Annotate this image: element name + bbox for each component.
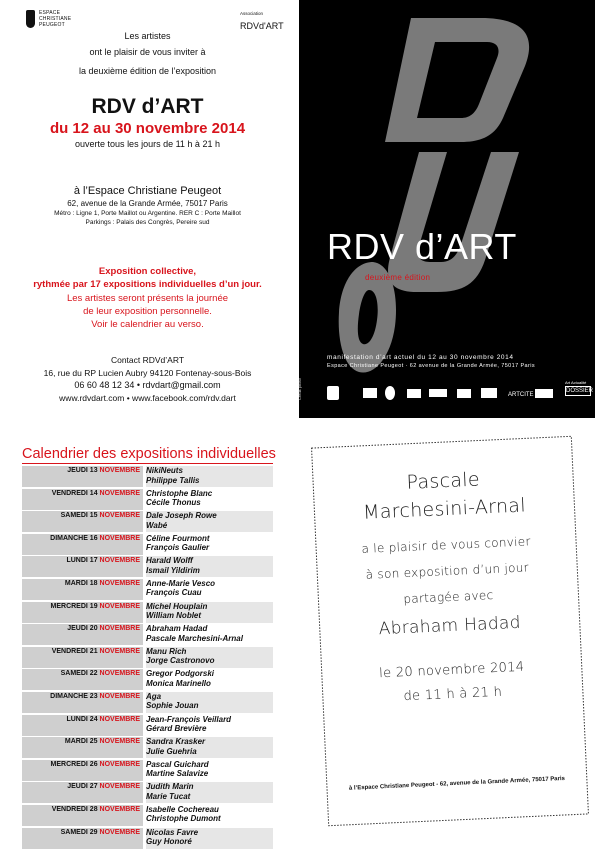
logo-line: CHRISTIANE bbox=[39, 16, 72, 22]
espace-peugeot-logo bbox=[26, 10, 71, 28]
calendar-month-label: NOVEMBRE bbox=[99, 557, 140, 565]
logo-line: PEUGEOT bbox=[39, 22, 65, 28]
calendar-artist-name: Pascale Marchesini-Arnal bbox=[146, 633, 243, 643]
calendar-artist-name: Gérard Brevière bbox=[146, 724, 207, 734]
calendar-day-label: JEUDI 27 bbox=[67, 783, 98, 791]
calendar-artist-name: Sandra Krasker bbox=[146, 737, 206, 747]
intro-line: Les artistes bbox=[124, 31, 171, 41]
venue-metro: Métro : Ligne 1, Porte Maillot ou Argentine. RER C : Porte Maillot bbox=[54, 210, 241, 217]
contact-phone-email[interactable]: 06 60 48 12 34 • rdvdart@gmail.com bbox=[74, 380, 221, 390]
collective-line: Voir le calendrier au verso. bbox=[91, 319, 204, 330]
calendar-day bbox=[22, 602, 143, 623]
calendar-day bbox=[22, 692, 143, 713]
calendar-day-label: SAMEDI 22 bbox=[60, 670, 98, 678]
collective-bold-line: Exposition collective, bbox=[98, 266, 197, 277]
calendar-artists bbox=[146, 602, 273, 623]
sponsor-logo-icon bbox=[407, 389, 421, 398]
venue-address: 62, avenue de la Grande Armée, 75017 Paris bbox=[67, 199, 228, 208]
venue-parking: Parkings : Palais des Congrès, Pereire sud bbox=[85, 219, 210, 226]
calendar-artist-name: Martine Salavize bbox=[146, 769, 209, 779]
handwritten-card bbox=[309, 434, 590, 828]
calendar-row bbox=[22, 737, 273, 758]
calendar-artist-name: Cécile Thonus bbox=[146, 498, 201, 508]
calendar-artists bbox=[146, 579, 273, 600]
sponsor-logo-icon bbox=[363, 388, 377, 398]
calendar-row bbox=[22, 669, 273, 690]
logo-line: ESPACE bbox=[39, 10, 61, 16]
calendar-artist-name: Pascal Guichard bbox=[146, 759, 209, 769]
calendar-artist-name: Julie Guehria bbox=[146, 746, 197, 756]
calendar-artist-name: Manu Rich bbox=[146, 646, 187, 656]
calendar-row bbox=[22, 556, 273, 577]
calendar-month-label: NOVEMBRE bbox=[99, 760, 140, 768]
poster-title: RDV d’ART bbox=[327, 226, 517, 267]
calendar-day-label: JEUDI 20 bbox=[67, 625, 98, 633]
sponsor-artcite: ARTCITE bbox=[508, 392, 534, 398]
calendar-row bbox=[22, 647, 273, 668]
calendar-artists bbox=[146, 647, 273, 668]
calendar-artist-name: Marie Tucat bbox=[146, 791, 191, 801]
calendar-artist-name: Aga bbox=[146, 691, 162, 701]
calendar-row bbox=[22, 782, 273, 803]
calendar-month-label: NOVEMBRE bbox=[99, 828, 140, 836]
sponsor-logo-icon bbox=[481, 388, 497, 398]
calendar-divider bbox=[22, 463, 273, 464]
calendar-artist-name: Judith Marin bbox=[146, 782, 194, 792]
calendar-artist-name: Dale Joseph Rowe bbox=[146, 511, 217, 521]
poster-manifestation-line: manifestation d’art actuel du 12 au 30 novembre 2014 bbox=[327, 354, 514, 361]
calendar-artist-name: NikiNeuts bbox=[146, 466, 183, 475]
calendar-day-label: SAMEDI 29 bbox=[60, 828, 98, 836]
card-footer-address: à l’Espace Christiane Peugeot - 62, avenue de la Grande Armée, 75017 Paris bbox=[348, 775, 566, 792]
logo-brand: RDVd'ART bbox=[240, 21, 284, 31]
card-hours: de 11 h à 21 h bbox=[403, 684, 503, 705]
card-name-first: Pascale bbox=[406, 468, 481, 494]
calendar-day bbox=[22, 828, 143, 849]
calendar-artists bbox=[146, 511, 273, 532]
calendar-day bbox=[22, 556, 143, 577]
calendar-day-label: LUNDI 17 bbox=[66, 557, 98, 565]
collective-bold-line: rythmée par 17 expositions individuelles d’un jour. bbox=[33, 279, 262, 290]
calendar-artist-name: Wabé bbox=[146, 520, 168, 530]
calendar-month-label: NOVEMBRE bbox=[99, 625, 140, 633]
calendar-day-label: VENDREDI 28 bbox=[51, 805, 98, 813]
sponsor-logo-icon bbox=[429, 389, 447, 397]
calendar-day bbox=[22, 466, 143, 487]
calendar-row bbox=[22, 489, 273, 510]
sponsor-partner-label: Art Actualité bbox=[565, 380, 587, 385]
poster-panel bbox=[299, 0, 595, 418]
sponsor-peugeot-icon bbox=[327, 386, 339, 400]
poster-edition: deuxième édition bbox=[365, 273, 431, 282]
sponsor-logo-icon bbox=[535, 389, 553, 398]
calendar-artists bbox=[146, 805, 273, 826]
calendar-month-label: NOVEMBRE bbox=[99, 602, 140, 610]
calendar-artist-name: Monica Marinello bbox=[146, 678, 211, 688]
card-date: le 20 novembre 2014 bbox=[378, 659, 525, 682]
calendar-day-label: VENDREDI 14 bbox=[51, 489, 98, 497]
calendar-artist-name: Michel Houplain bbox=[146, 601, 208, 611]
calendar-day-label: MERCREDI 19 bbox=[50, 602, 98, 610]
calendar-artists bbox=[146, 556, 273, 577]
calendar-artist-name: Abraham Hadad bbox=[146, 624, 208, 634]
calendar-month-label: NOVEMBRE bbox=[99, 489, 140, 497]
duo-letter-u bbox=[388, 152, 519, 292]
calendar-artist-name: François Cuau bbox=[146, 588, 202, 598]
calendar-month-label: NOVEMBRE bbox=[99, 534, 140, 542]
calendar-row bbox=[22, 534, 273, 555]
invitation-panel bbox=[0, 0, 295, 418]
calendar-day bbox=[22, 805, 143, 826]
calendar-day-label: MERCREDI 26 bbox=[50, 760, 98, 768]
calendar-artist-name: Isabelle Cochereau bbox=[146, 804, 219, 814]
calendar-artists bbox=[146, 466, 273, 487]
calendar-artist-name: Nicolas Favre bbox=[146, 827, 199, 837]
calendar-month-label: NOVEMBRE bbox=[99, 467, 140, 474]
calendar-day bbox=[22, 534, 143, 555]
calendar-row bbox=[22, 579, 273, 600]
calendar-artist-name: Gregor Podgorski bbox=[146, 669, 215, 679]
calendar-day bbox=[22, 511, 143, 532]
calendar-artist-name: Jean-François Veillard bbox=[146, 714, 232, 724]
calendar-row bbox=[22, 828, 273, 849]
intro-line: la deuxième édition de l’exposition bbox=[78, 66, 217, 76]
calendar-artist-name: Guy Honoré bbox=[146, 837, 192, 846]
calendar-artists bbox=[146, 624, 273, 645]
calendar-day bbox=[22, 579, 143, 600]
sponsor-logo-icon bbox=[457, 389, 471, 398]
calendar-day-label: DIMANCHE 16 bbox=[50, 534, 98, 542]
calendar-artists bbox=[146, 669, 273, 690]
calendar-artists bbox=[146, 692, 273, 713]
calendar-row bbox=[22, 760, 273, 781]
calendar-artists bbox=[146, 782, 273, 803]
calendar-row bbox=[22, 715, 273, 736]
calendar-artists bbox=[146, 715, 273, 736]
sponsor-partner-brand: DOSSIER bbox=[566, 388, 594, 394]
calendar-artist-name: William Noblet bbox=[146, 611, 202, 621]
calendar-day bbox=[22, 489, 143, 510]
calendar-day bbox=[22, 760, 143, 781]
calendar-day bbox=[22, 624, 143, 645]
calendar-title: Calendrier des expositions individuelles bbox=[22, 446, 276, 462]
calendar-artists bbox=[146, 828, 273, 849]
calendar-artist-name: Christophe Blanc bbox=[146, 488, 213, 498]
calendar-day bbox=[22, 715, 143, 736]
calendar-day bbox=[22, 782, 143, 803]
event-hours: ouverte tous les jours de 11 h à 21 h bbox=[75, 139, 220, 149]
venue-name: à l’Espace Christiane Peugeot bbox=[73, 185, 222, 197]
calendar-day-label: MARDI 25 bbox=[64, 738, 98, 746]
event-dates: du 12 au 30 novembre 2014 bbox=[49, 120, 246, 137]
calendar-artist-name: Jorge Castronovo bbox=[146, 656, 215, 666]
intro-line: ont le plaisir de vous inviter à bbox=[89, 47, 206, 57]
card-line: a le plaisir de vous convier bbox=[361, 534, 531, 556]
calendar-artist-name: François Gaulier bbox=[146, 543, 210, 553]
contact-title: Contact RDVd’ART bbox=[110, 355, 185, 365]
calendar-month-label: NOVEMBRE bbox=[99, 738, 140, 746]
calendar-month-label: NOVEMBRE bbox=[99, 783, 140, 791]
calendar-artist-name: Ismail Yildirim bbox=[146, 565, 200, 575]
calendar-day-label: SAMEDI 15 bbox=[60, 512, 98, 520]
calendar-month-label: NOVEMBRE bbox=[99, 692, 140, 700]
calendar-artist-name: Sophie Jouan bbox=[146, 701, 199, 711]
poster-address-line: Espace Christiane Peugeot · 62 avenue de la Grande Armée, 75017 Paris bbox=[327, 363, 535, 369]
calendar-day-label: JEUDI 13 bbox=[67, 467, 98, 474]
sponsor-logos bbox=[325, 380, 594, 408]
calendar-month-label: NOVEMBRE bbox=[99, 512, 140, 520]
calendar-day-label: DIMANCHE 23 bbox=[50, 692, 98, 700]
calendar-row bbox=[22, 805, 273, 826]
duo-letter-d bbox=[385, 18, 529, 142]
event-title: RDV d’ART bbox=[91, 95, 204, 118]
card-name-last: Marchesini-Arnal bbox=[362, 494, 527, 524]
side-credit-text: Crédit photo bbox=[297, 378, 302, 400]
calendar-row bbox=[22, 466, 273, 487]
calendar-month-label: NOVEMBRE bbox=[99, 715, 140, 723]
calendar-month-label: NOVEMBRE bbox=[99, 647, 140, 655]
sponsor-logo-icon bbox=[385, 386, 395, 400]
calendar-artist-name: Philippe Tallis bbox=[146, 475, 200, 485]
calendar-month-label: NOVEMBRE bbox=[99, 805, 140, 813]
calendar-artists bbox=[146, 489, 273, 510]
calendar-row bbox=[22, 511, 273, 532]
calendar-day bbox=[22, 669, 143, 690]
calendar-day bbox=[22, 647, 143, 668]
calendar-artist-name: Harald Wolff bbox=[146, 556, 193, 566]
logo-association: Association bbox=[240, 11, 264, 16]
calendar-day-label: LUNDI 24 bbox=[66, 715, 98, 723]
calendar-month-label: NOVEMBRE bbox=[99, 579, 140, 587]
calendar-artist-name: Céline Fourmont bbox=[146, 533, 210, 543]
calendar-month-label: NOVEMBRE bbox=[99, 670, 140, 678]
calendar-artists bbox=[146, 737, 273, 758]
calendar-table bbox=[22, 466, 273, 850]
card-line: partagée avec bbox=[403, 587, 494, 607]
calendar-row bbox=[22, 602, 273, 623]
calendar-row bbox=[22, 624, 273, 645]
contact-web[interactable]: www.rdvdart.com • www.facebook.com/rdv.dart bbox=[59, 393, 236, 403]
calendar-day bbox=[22, 737, 143, 758]
calendar-artist-name: Anne-Marie Vesco bbox=[146, 578, 216, 588]
contact-address: 16, rue du RP Lucien Aubry 94120 Fontenay-sous-Bois bbox=[43, 368, 252, 378]
peugeot-logo-icon bbox=[26, 10, 35, 28]
poster-side-credit bbox=[295, 260, 307, 410]
card-line: à son exposition d’un jour bbox=[365, 560, 530, 582]
calendar-artists bbox=[146, 534, 273, 555]
calendar-artist-name: Christophe Dumont bbox=[146, 814, 221, 824]
collective-line: de leur exposition personnelle. bbox=[83, 306, 212, 317]
calendar-artists bbox=[146, 760, 273, 781]
calendar-day-label: MARDI 18 bbox=[64, 579, 98, 587]
calendar-day-label: VENDREDI 21 bbox=[51, 647, 98, 655]
calendar-row bbox=[22, 692, 273, 713]
collective-line: Les artistes seront présents la journée bbox=[66, 293, 229, 304]
card-partner-name: Abraham Hadad bbox=[378, 612, 522, 640]
